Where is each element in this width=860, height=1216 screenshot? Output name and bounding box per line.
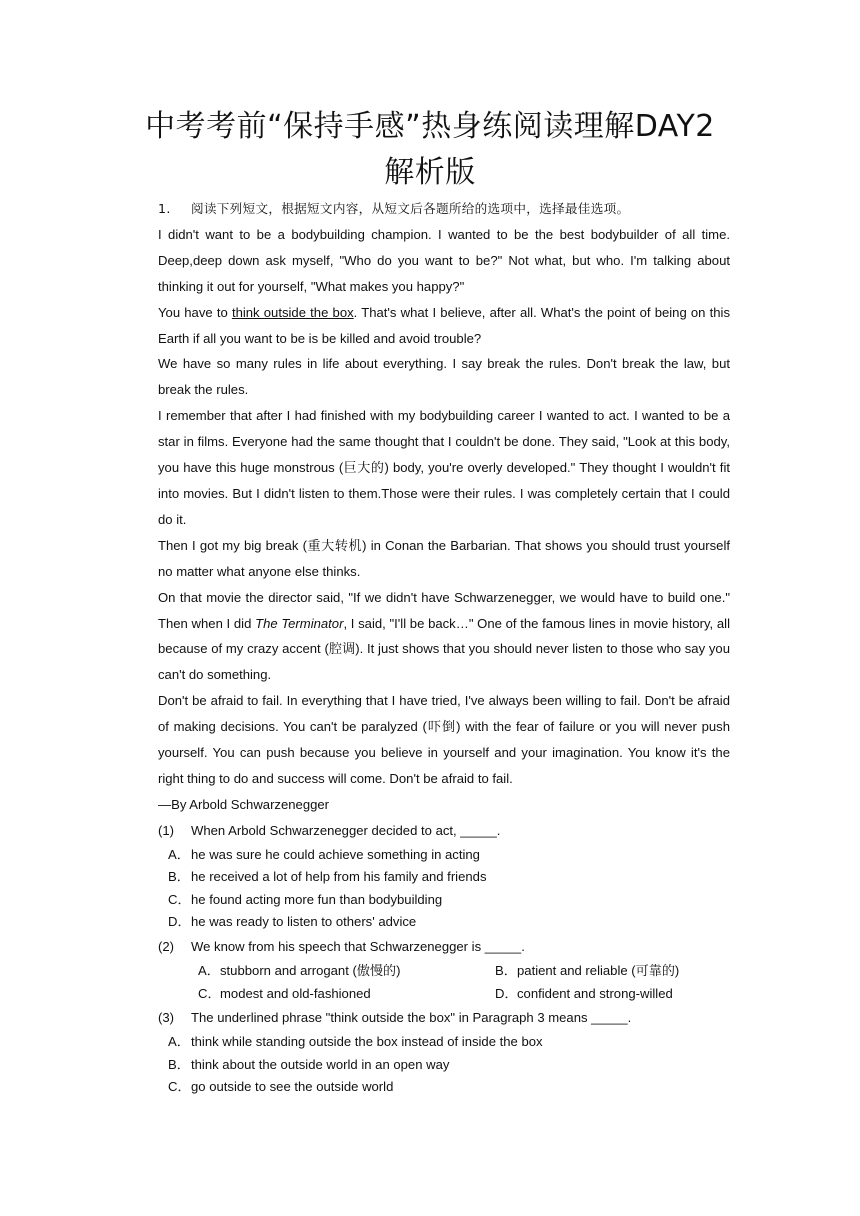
passage-paragraph-7: Don't be afraid to fail. In everything that I have tried, I've always been willing to fail. Don't be afraid of making decisions. You can't be paralyzed (吓倒) with the fear of failure or you will never push yourself. You can push because you believe in yourself and your imagination. You know it's the right thing to do and success will come. Don't be afraid to fail. (158, 693, 730, 786)
question-1-options (158, 844, 730, 934)
question-2-option-d[interactable] (495, 983, 755, 1006)
option-letter: C． (168, 891, 191, 907)
question-1-number: (1) (158, 822, 175, 838)
title-line-1: 中考考前“保持手感”热身练阅读理解DAY2 (145, 109, 715, 144)
document-body (158, 196, 730, 1099)
question-2-option-b[interactable] (495, 960, 755, 983)
paragraph-6-start: On that movie the director said, "If we didn't have Schwarzenegger, we would have to build one." Then when I did (158, 589, 730, 631)
question-2-stem: We know from his speech that Schwarzenegger is _____. (191, 939, 525, 955)
question-2 (158, 934, 730, 960)
option-letter: A． (168, 846, 190, 862)
option-letter: C． (198, 985, 221, 1001)
question-2-option-c[interactable] (198, 983, 495, 1006)
option-letter: A． (198, 962, 220, 978)
option-text: stubborn and arrogant (傲慢的) (220, 962, 401, 978)
option-text: patient and reliable (可靠的) (517, 962, 680, 978)
option-letter: B． (168, 869, 190, 885)
question-1-option-b[interactable] (158, 866, 730, 889)
option-text: confident and strong-willed (517, 985, 673, 1001)
question-3-options (158, 1031, 730, 1099)
question-2-option-a[interactable] (198, 960, 495, 983)
option-letter: C． (168, 1079, 191, 1095)
instruction-text: 阅读下列短文，根据短文内容，从短文后各题所给的选项中，选择最佳选项。 (191, 201, 630, 216)
passage-paragraph-4: I remember that after I had finished with my bodybuilding career I wanted to act. I wanted to be a star in films. Everyone had the same thought that I couldn't be done. They said, "Look at this body, you have this huge monstrous (巨大的) body, you're overly developed." They thought I wouldn't fit into movies. But I didn't listen to them.Those were their rules. I was completely certain that I could do it. (158, 408, 730, 527)
question-2-number: (2) (158, 939, 175, 955)
question-1-option-a[interactable] (158, 844, 730, 867)
option-letter: B． (168, 1056, 190, 1072)
option-letter: A． (168, 1034, 190, 1050)
option-text: he found acting more fun than bodybuilding (191, 891, 443, 907)
passage-paragraph-6 (158, 585, 730, 689)
passage-paragraph-2 (158, 300, 730, 352)
question-3-option-a[interactable] (158, 1031, 730, 1054)
passage-signature: —By Arbold Schwarzenegger (158, 796, 330, 812)
question-3-option-c[interactable] (158, 1076, 730, 1099)
option-text: modest and old-fashioned (220, 985, 371, 1001)
question-1-option-c[interactable] (158, 889, 730, 912)
option-letter: D． (495, 985, 518, 1001)
option-text: he received a lot of help from his family and friends (191, 869, 487, 885)
paragraph-6-end: , I said, "I'll be back…" One of the famous lines in movie history, all because of my crazy accent (腔调). It just shows that you should never listen to those who say you can't do something. (158, 615, 730, 683)
option-text: he was sure he could achieve something in acting (191, 846, 480, 862)
question-1 (158, 818, 730, 844)
question-2-options (158, 960, 730, 1005)
question-3-number: (3) (158, 1010, 175, 1026)
option-text: he was ready to listen to others' advice (191, 914, 417, 930)
option-text: think while standing outside the box instead of inside the box (191, 1034, 543, 1050)
question-3-option-b[interactable] (158, 1054, 730, 1077)
question-1-stem: When Arbold Schwarzenegger decided to act, _____. (191, 822, 501, 838)
document-title (80, 104, 780, 196)
passage-paragraph-5: Then I got my big break (重大转机) in Conan the Barbarian. That shows you should trust yourself no matter what anyone else thinks. (158, 537, 730, 579)
instruction-number: 1. (158, 201, 171, 216)
option-text: think about the outside world in an open way (191, 1056, 450, 1072)
paragraph-2-start: You have to (158, 304, 232, 320)
instruction (158, 196, 730, 222)
option-letter: B． (495, 962, 517, 978)
option-letter: D． (168, 914, 191, 930)
movie-title: The Terminator (255, 615, 344, 631)
option-text: go outside to see the outside world (191, 1079, 394, 1095)
question-1-option-d[interactable] (158, 911, 730, 934)
passage-paragraph-3: We have so many rules in life about everything. I say break the rules. Don't break the law, but break the rules. (158, 356, 730, 398)
paragraph-2-end: . That's what I believe, after all. What's the point of being on this Earth if all you want to be is be killed and avoid trouble? (158, 304, 731, 346)
question-3-stem: The underlined phrase "think outside the box" in Paragraph 3 means _____. (191, 1010, 632, 1026)
underlined-phrase: think outside the box (231, 304, 354, 320)
passage-paragraph-1: I didn't want to be a bodybuilding champion. I wanted to be the best bodybuilder of all time. Deep,deep down ask myself, "Who do you want to be?" Not what, but who. I'm talking about thinking it out for yourself, "What makes you happy?" (158, 226, 730, 294)
question-3 (158, 1005, 730, 1031)
title-line-2: 解析版 (384, 155, 476, 190)
